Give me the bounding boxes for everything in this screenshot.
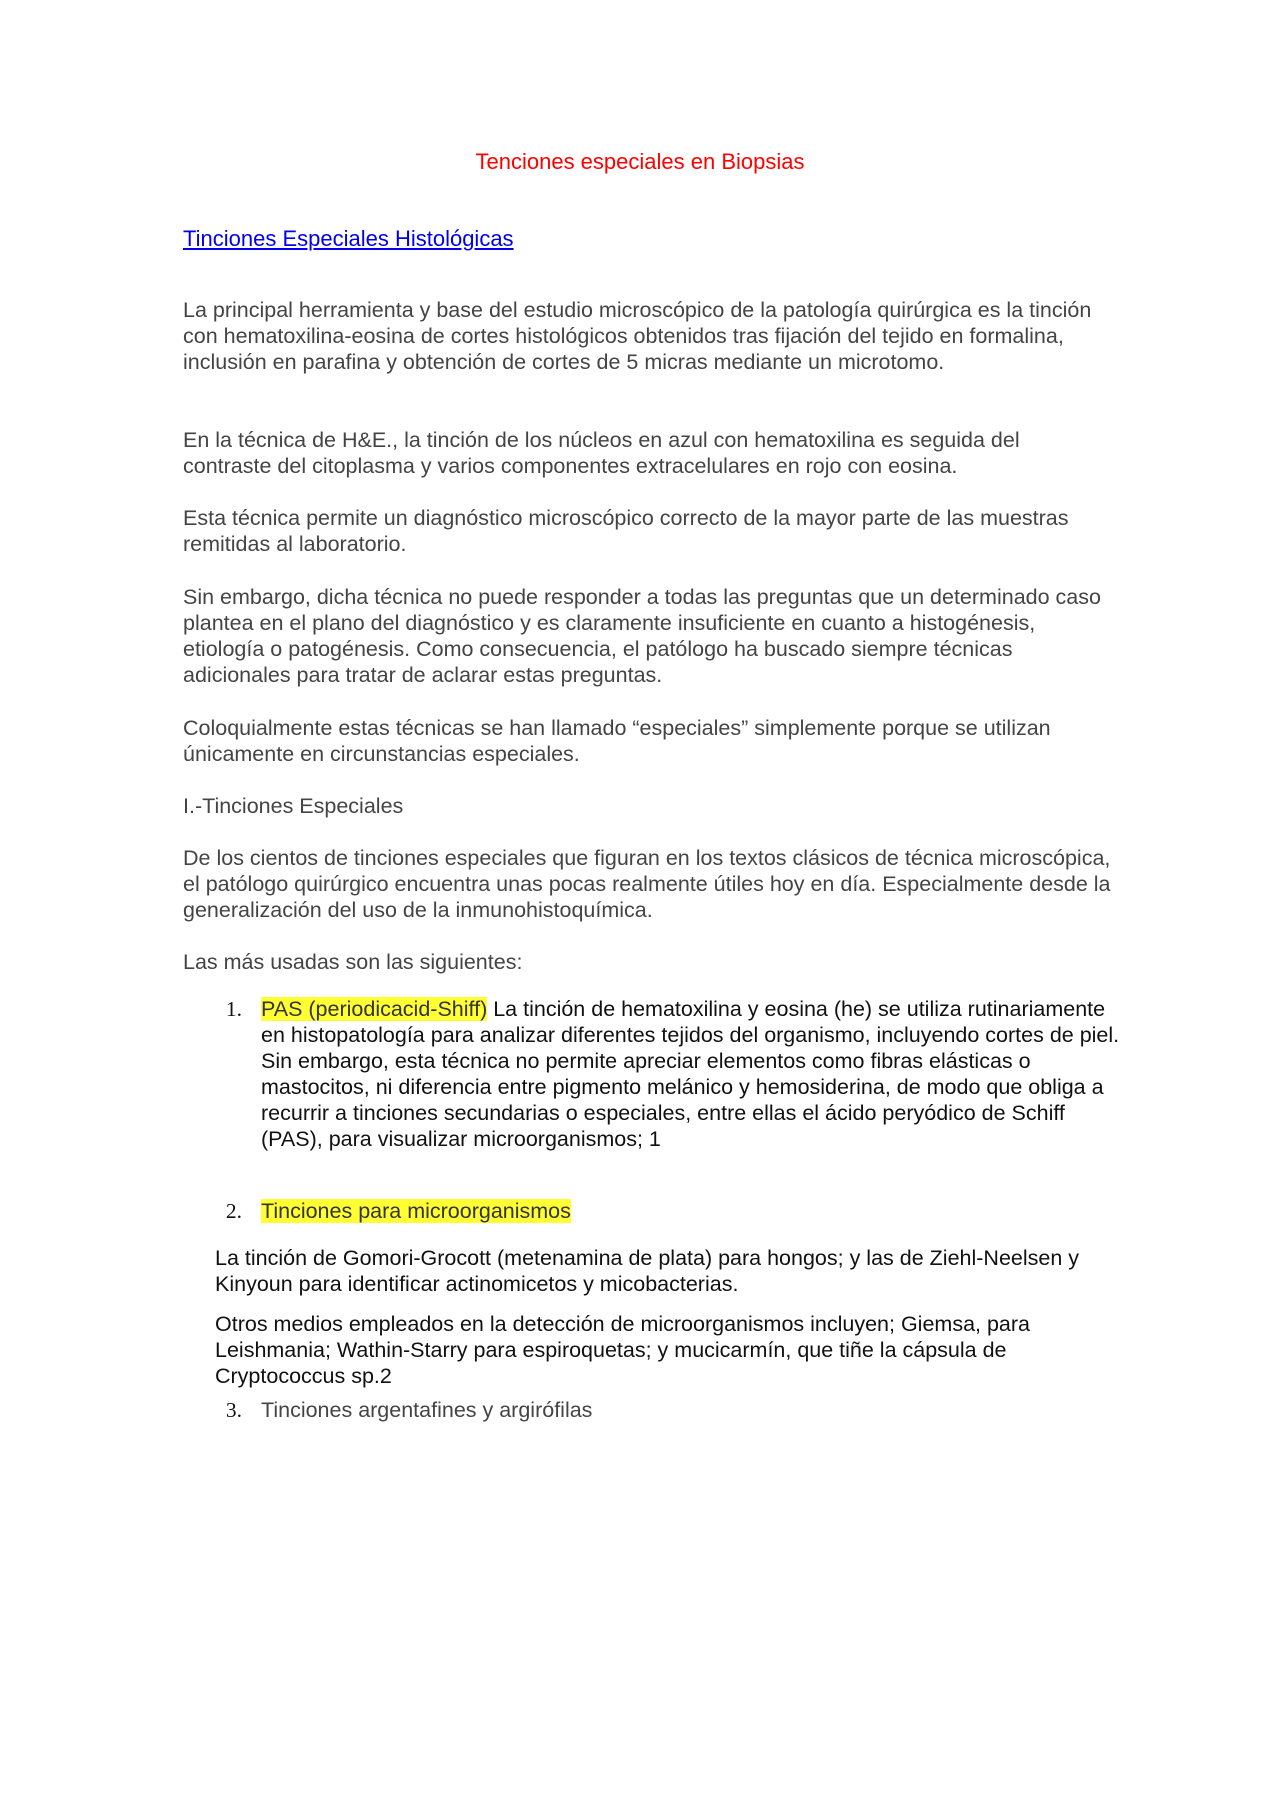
paragraph-he-technique: En la técnica de H&E., la tinción de los núcleos en azul con hematoxilina es seguida del contraste del citoplasma y varios componentes extracelulares en rojo con eosina. — [183, 428, 1020, 478]
list-item-body: Tinciones argentafines y argirófilas — [261, 1398, 593, 1422]
list-number: 1. — [225, 997, 242, 1021]
highlighted-term: PAS (periodicacid-Shiff) — [261, 997, 488, 1021]
paragraph-mas-usadas: Las más usadas son las siguientes: — [183, 950, 523, 974]
document-title: Tenciones especiales en Biopsias — [475, 149, 805, 174]
highlighted-term: Tinciones para microorganismos — [261, 1199, 571, 1223]
paragraph-colloquial: Coloquialmente estas técnicas se han llamado “especiales” simplemente porque se utilizan únicamente en circunstancias especiales. — [183, 716, 1051, 766]
list-item-body — [261, 1198, 1121, 1224]
paragraph-limitations: Sin embargo, dicha técnica no puede responder a todas las preguntas que un determinado caso plantea en el plano del diagnóstico y es claramente insuficiente en cuanto a histogénesis, etiología o patogénesis. Como consecuencia, el patólogo ha buscado siempre técnicas adicionales para tratar de aclarar estas preguntas. — [183, 585, 1101, 687]
list-item-text: La tinción de hematoxilina y eosina (he) se utiliza rutinariamente en histopatología para analizar diferentes tejidos del organismo, incluyendo cortes de piel. Sin embargo, esta técnica no permite apreciar elementos como fibras elásticas o mastocitos, ni diferencia entre pigmento melánico y hemosiderina, de modo que obliga a recurrir a tinciones secundarias o especiales, entre ellas el ácido peryódico de Schiff (PAS), para visualizar microorganismos; 1 — [261, 997, 1120, 1151]
list-item-microorganismos — [220, 1198, 1120, 1228]
paragraph-cientos: De los cientos de tinciones especiales que figuran en los textos clásicos de técnica microscópica, el patólogo quirúrgico encuentra unas pocas realmente útiles hoy en día. Especialmente desde la generalización del uso de la inmunohistoquímica. — [183, 846, 1111, 922]
list-item-argentafines — [220, 1397, 1120, 1427]
paragraph-diagnosis: Esta técnica permite un diagnóstico microscópico correcto de la mayor parte de las muestras remitidas al laboratorio. — [183, 506, 1069, 556]
paragraph-intro: La principal herramienta y base del estudio microscópico de la patología quirúrgica es la tinción con hematoxilina-eosina de cortes histológicos obtenidos tras fijación del tejido en formalina, inclusión en parafina y obtención de cortes de 5 micras mediante un microtomo. — [183, 298, 1092, 374]
paragraph-otros-medios: Otros medios empleados en la detección de microorganismos incluyen; Giemsa, para Leishmania; Wathin-Starry para espiroquetas; y mucicarmín, que tiñe la cápsula de Cryptococcus sp.2 — [215, 1312, 1031, 1388]
section-heading-tinciones: I.-Tinciones Especiales — [183, 794, 404, 818]
list-item-pas — [220, 996, 1120, 1196]
tinciones-link[interactable]: Tinciones Especiales Histológicas — [183, 226, 514, 251]
list-item-body — [261, 996, 1121, 1152]
list-number: 3. — [225, 1398, 242, 1422]
list-number: 2. — [225, 1199, 242, 1223]
paragraph-gomori: La tinción de Gomori-Grocott (metenamina de plata) para hongos; y las de Ziehl-Neelsen y Kinyoun para identificar actinomicetos y micobacterias. — [215, 1246, 1080, 1296]
